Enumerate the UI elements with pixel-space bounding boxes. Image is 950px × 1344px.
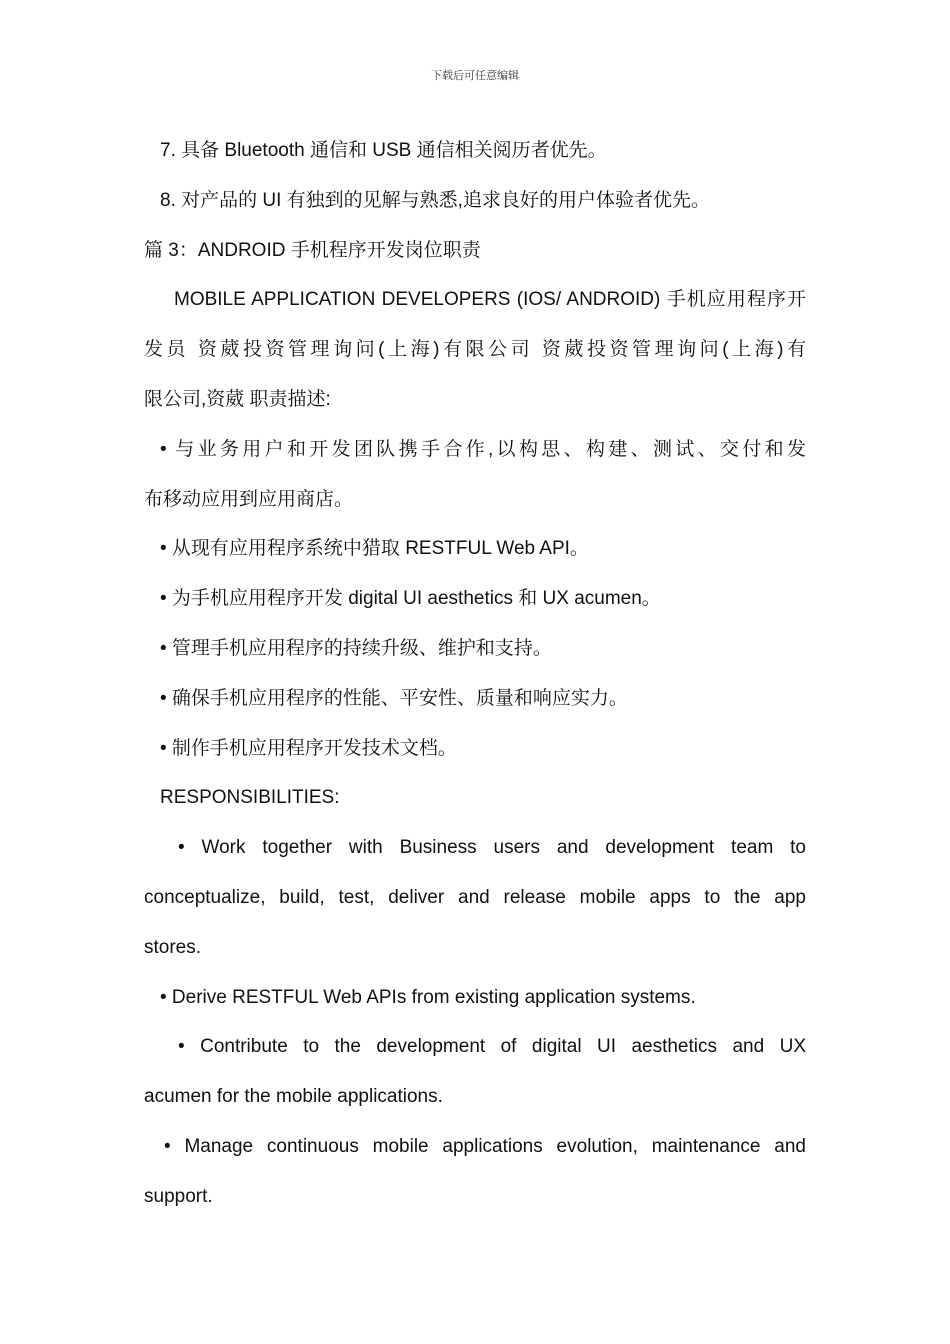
paragraph-line: 7. 具备 Bluetooth 通信和 USB 通信相关阅历者优先。 — [160, 140, 607, 161]
responsibilities-heading: RESPONSIBILITIES: — [160, 787, 340, 809]
paragraph-line: stores. — [144, 936, 202, 958]
paragraph-line: 限公司,资葳 职责描述: — [144, 388, 331, 410]
paragraph-line: 发员 资葳投资管理询问(上海)有限公司 资葳投资管理询问(上海)有 — [144, 339, 806, 361]
bullet-line: • 与业务用户和开发团队携手合作,以构思、构建、测试、交付和发 — [160, 438, 806, 460]
bullet-line: • Manage continuous mobile applications evolution, maintenance and — [164, 1135, 806, 1157]
bullet-line: • 制作手机应用程序开发技术文档。 — [160, 737, 457, 759]
document-body — [144, 126, 806, 1222]
paragraph-line: 布移动应用到应用商店。 — [144, 488, 354, 510]
bullet-line: • 确保手机应用程序的性能、平安性、质量和响应实力。 — [160, 687, 628, 709]
page-header: 下载后可任意编辑 — [431, 69, 519, 82]
bullet-line: • Derive RESTFUL Web APIs from existing application systems. — [160, 986, 696, 1008]
bullet-line: • 从现有应用程序系统中猎取 RESTFUL Web API。 — [160, 538, 589, 560]
bullet-line: • 为手机应用程序开发 digital UI aesthetics 和 UX acumen。 — [160, 588, 661, 610]
bullet-line: • Work together with Business users and development team to — [178, 837, 806, 859]
bullet-line: • 管理手机应用程序的持续升级、维护和支持。 — [160, 637, 552, 659]
bullet-line: • Contribute to the development of digital UI aesthetics and UX — [178, 1036, 806, 1058]
paragraph-line: 8. 对产品的 UI 有独到的见解与熟悉,追求良好的用户体验者优先。 — [160, 189, 710, 211]
paragraph-line: MOBILE APPLICATION DEVELOPERS (IOS/ ANDROID) 手机应用程序开 — [174, 289, 806, 311]
paragraph-line: conceptualize, build, test, deliver and release mobile apps to the app — [144, 886, 806, 908]
paragraph-line: acumen for the mobile applications. — [144, 1086, 443, 1108]
section-heading: 篇 3：ANDROID 手机程序开发岗位职责 — [144, 239, 481, 261]
paragraph-line: support. — [144, 1185, 213, 1207]
